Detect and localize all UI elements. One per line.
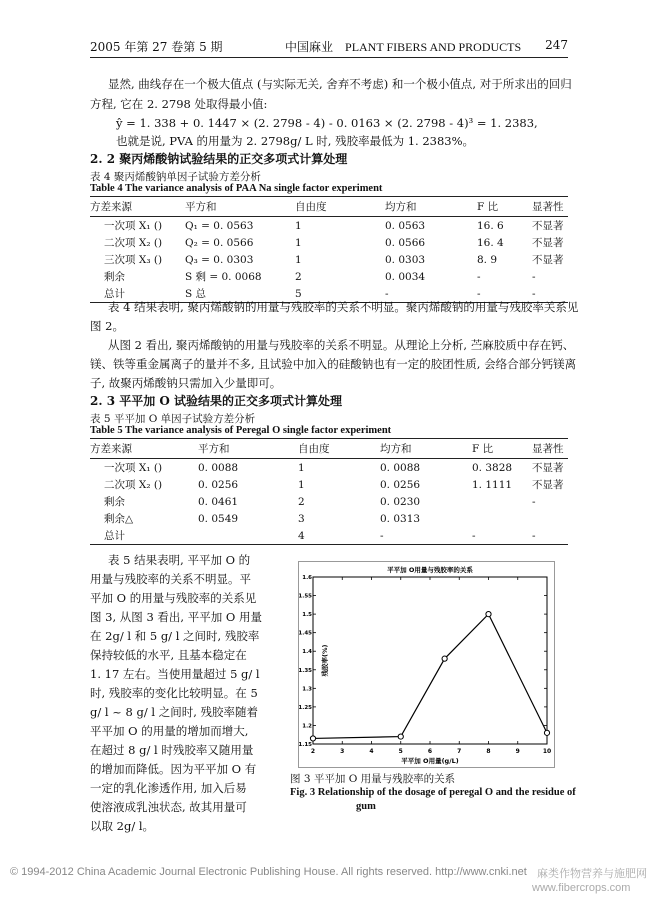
y-tick-label: 1.15 [299,742,312,748]
y-tick-label: 1.55 [299,593,312,600]
figure3-svg [299,562,554,767]
table-cell: 二次项 X₂ () [104,237,163,249]
table5-header-cell: 自由度 [298,439,380,459]
table-cell: 0. 0088 [380,461,421,474]
y-tick-label: 1.35 [299,667,312,674]
table-cell: 2 [298,495,305,508]
series-line [313,614,547,738]
para4-line: 保持较低的水平, 且基本稳定在 [90,648,247,662]
y-axis-label: 残胶率(%) [321,644,329,677]
watermark-text: 麻类作物营养与施肥网 [537,868,647,880]
chart-title: 平平加 O用量与残胶率的关系 [387,566,473,574]
table-cell: - [532,285,568,303]
para1-line3: 也就是说, PVA 的用量为 2. 2798g/ L 时, 残胶率最低为 1. 2383%。 [116,134,475,148]
table-cell: 不显著 [532,462,564,474]
para3-line2: 镁、铁等重金属离子的量并不多, 且试验中加入的硅酸钠也有一定的胶团性质, 会络合部分钙镁离 [90,357,577,371]
para4-line: 用量与残胶率的关系不明显。平 [90,572,251,586]
table-cell: 1 [295,219,302,232]
table-cell: 0. 0549 [198,512,239,525]
para4-line: 图 3, 从图 3 看出, 平平加 O 用量 [90,610,262,624]
table-cell: 16. 6 [477,219,504,232]
issue-info: 2005 年第 27 卷第 5 期 [90,40,223,54]
table-cell: 剩余 [104,496,125,508]
table-cell: 剩余△ [104,513,134,525]
y-tick-label: 1.45 [299,630,312,637]
table5-header-cell: 均方和 [380,439,472,459]
table-row [90,268,568,285]
y-tick-label: 1.2 [302,723,312,730]
table-cell: 0. 0256 [198,478,239,491]
table-cell: - [477,270,481,283]
y-tick-label: 1.3 [302,686,312,693]
table-cell: 总计 [90,285,185,303]
table5-header-cell: 显著性 [532,439,568,459]
table-cell: - [380,527,472,545]
table-cell: 二次项 X₂ () [104,479,163,491]
table5-header-row [90,439,568,459]
table5 [90,438,568,545]
x-tick-label: 2 [310,748,316,755]
table-cell: 5 [295,285,385,303]
copyright-footer: © 1994-2012 China Academic Journal Electronic Publishing House. All rights reserved. http://www.cnki.net [10,866,527,878]
para1-line1: 显然, 曲线存在一个极大值点 (与实际无关, 舍弃不考虑) 和一个极小值点, 对于所求出的回归 [108,77,572,91]
x-axis-label: 平平加 O用量(g/L) [401,757,459,765]
figure3-caption-en-1: Fig. 3 Relationship of the dosage of peregal O and the residue of [290,787,576,798]
table-cell [472,510,532,527]
para4-line: 表 5 结果表明, 平平加 O 的 [108,553,251,567]
para4-line: 的增加而降低。因为平平加 O 有 [90,762,257,776]
para3-line1: 从图 2 看出, 聚丙烯酸钠的用量与残胶率的关系不明显。从理论上分析, 苎麻胶质中存在钙、 [108,338,575,352]
para1-line2: 方程, 它在 2. 2798 处取得最小值: [90,97,268,111]
journal-title [285,38,521,55]
table-cell: 0. 0563 [385,219,426,232]
x-tick-label: 10 [542,748,552,755]
table-cell: 16. 4 [477,236,504,249]
table-cell: 剩余 [104,271,125,283]
table5-header-cell: 平方和 [198,439,298,459]
para4 [90,551,290,836]
y-tick-label: 1.4 [302,649,312,656]
table4-caption-en: Table 4 The variance analysis of PAA Na single factor experiment [90,183,383,194]
table4-caption-cn: 表 4 聚丙烯酸钠单因子试验方差分析 [90,171,261,183]
table-cell: 0. 0461 [198,495,239,508]
table-cell: 0. 0230 [380,495,421,508]
data-point [310,736,315,741]
table-cell: S 总 [185,285,295,303]
table-cell: Q₃ = 0. 0303 [185,253,254,266]
header-rule [90,57,568,58]
table-row [90,510,568,527]
table-row [90,476,568,493]
para4-line: 以取 2g/ l。 [90,819,155,833]
x-tick-label: 8 [486,748,491,755]
table-cell: 不显著 [532,237,564,249]
para4-line: 一定的乳化渗透作用, 加入后易 [90,781,247,795]
table5-body [90,459,568,545]
table-cell: S 剩 = 0. 0068 [185,271,262,283]
x-tick-label: 9 [515,748,520,755]
x-tick-label: 5 [398,748,403,755]
table-cell: 1 [298,461,305,474]
table-cell: - [477,285,532,303]
para4-line: 平加 O 的用量与残胶率的关系见 [90,591,257,605]
table-cell: 1. 1111 [472,478,513,491]
table-cell: - [532,270,536,283]
para4-line: 在超过 8 g/ l 时残胶率又随用量 [90,743,254,757]
table4-header-cell: F 比 [477,197,532,217]
table-cell [198,527,298,545]
y-tick-label: 1.5 [302,612,312,619]
table4-header-cell: 均方和 [385,197,477,217]
table-cell: 0. 0034 [385,270,426,283]
table5-header-cell: 方差来源 [90,439,198,459]
table4-header-cell: 平方和 [185,197,295,217]
table-row [90,234,568,251]
table4 [90,196,568,303]
journal-title-en: PLANT FIBERS AND PRODUCTS [345,40,522,54]
table-cell: 3 [298,512,305,525]
table-cell: 4 [298,527,380,545]
table-cell: 0. 0088 [198,461,239,474]
table-cell: 0. 0303 [385,253,426,266]
table-cell: 0. 0313 [380,512,421,525]
table5-header-cell: F 比 [472,439,532,459]
data-point [442,656,447,661]
table-cell: 8. 9 [477,253,498,266]
para2-line1: 表 4 结果表明, 聚丙烯酸钠的用量与残胶率的关系不明显。聚丙烯酸钠的用量与残胶率关系见 [108,300,579,314]
table-cell: 一次项 X₁ () [104,220,163,232]
para2-line2: 图 2。 [90,319,124,333]
table-cell: 不显著 [532,220,564,232]
table-cell: 0. 3828 [472,461,513,474]
table-cell: 总计 [90,527,198,545]
table-cell: 1 [295,236,302,249]
table-row [90,527,568,545]
table-cell: - [385,285,477,303]
para4-line: 在 2g/ l 和 5 g/ l 之间时, 残胶率 [90,629,260,643]
table-row [90,493,568,510]
section-heading-2-2: 2. 2 聚丙烯酸钠试验结果的正交多项式计算处理 [90,152,348,166]
data-point [486,612,491,617]
data-point [398,734,403,739]
table-row [90,217,568,235]
table-cell: 1 [295,253,302,266]
table-cell: - [532,495,536,508]
x-tick-label: 7 [457,748,462,755]
table-cell: 1 [298,478,305,491]
table-row [90,251,568,268]
table4-header-cell: 显著性 [532,197,568,217]
journal-title-cn: 中国麻业 [285,40,334,54]
table4-body [90,217,568,303]
table-cell: Q₁ = 0. 0563 [185,219,254,232]
table-cell: - [532,527,568,545]
para4-line: 平平加 O 的用量的增加而增大, [90,724,249,738]
page-number: 247 [545,38,568,52]
y-tick-label: 1.6 [302,575,312,581]
table5-caption-cn: 表 5 平平加 O 单因子试验方差分析 [90,413,256,425]
data-point [544,730,549,735]
table-cell: 三次项 X₃ () [104,254,163,266]
figure3-caption-cn: 图 3 平平加 O 用量与残胶率的关系 [290,773,456,785]
table-cell: Q₂ = 0. 0566 [185,236,254,249]
para4-line: 1. 17 左右。当使用量超过 5 g/ l [90,667,260,681]
table-cell: 不显著 [532,479,564,491]
table4-header-cell: 自由度 [295,197,385,217]
para3-line3: 子, 故聚丙烯酸钠只需加入少量即可。 [90,376,282,390]
table4-header-cell: 方差来源 [90,197,185,217]
para4-line: 时, 残胶率的变化比较明显。在 5 [90,686,258,700]
formula: ŷ = 1. 338 + 0. 1447 × (2. 2798 - 4) - 0. 0163 × (2. 2798 - 4)³ = 1. 2383, [116,116,538,130]
table-cell: 2 [295,270,302,283]
table-cell: - [472,527,532,545]
y-tick-label: 1.25 [299,704,312,711]
x-tick-label: 6 [427,748,433,755]
para4-line: g/ l ~ 8 g/ l 之间时, 残胶率随着 [90,705,259,719]
table-row [90,459,568,477]
table-cell [472,493,532,510]
x-tick-label: 3 [340,748,345,755]
watermark-url: www.fibercrops.com [532,882,631,894]
table-cell [532,510,568,527]
table-cell: 不显著 [532,254,564,266]
section-heading-2-3: 2. 3 平平加 O 试验结果的正交多项式计算处理 [90,394,343,408]
table4-header-row [90,197,568,217]
table-cell: 0. 0566 [385,236,426,249]
table-cell: 一次项 X₁ () [104,462,163,474]
figure3-caption-en-2: gum [356,801,376,812]
x-tick-label: 4 [369,748,374,755]
figure3-chart [298,561,555,768]
table-cell: 0. 0256 [380,478,421,491]
para4-line: 使溶液成乳浊状态, 故其用量可 [90,800,247,814]
table5-caption-en: Table 5 The variance analysis of Peregal O single factor experiment [90,425,392,436]
